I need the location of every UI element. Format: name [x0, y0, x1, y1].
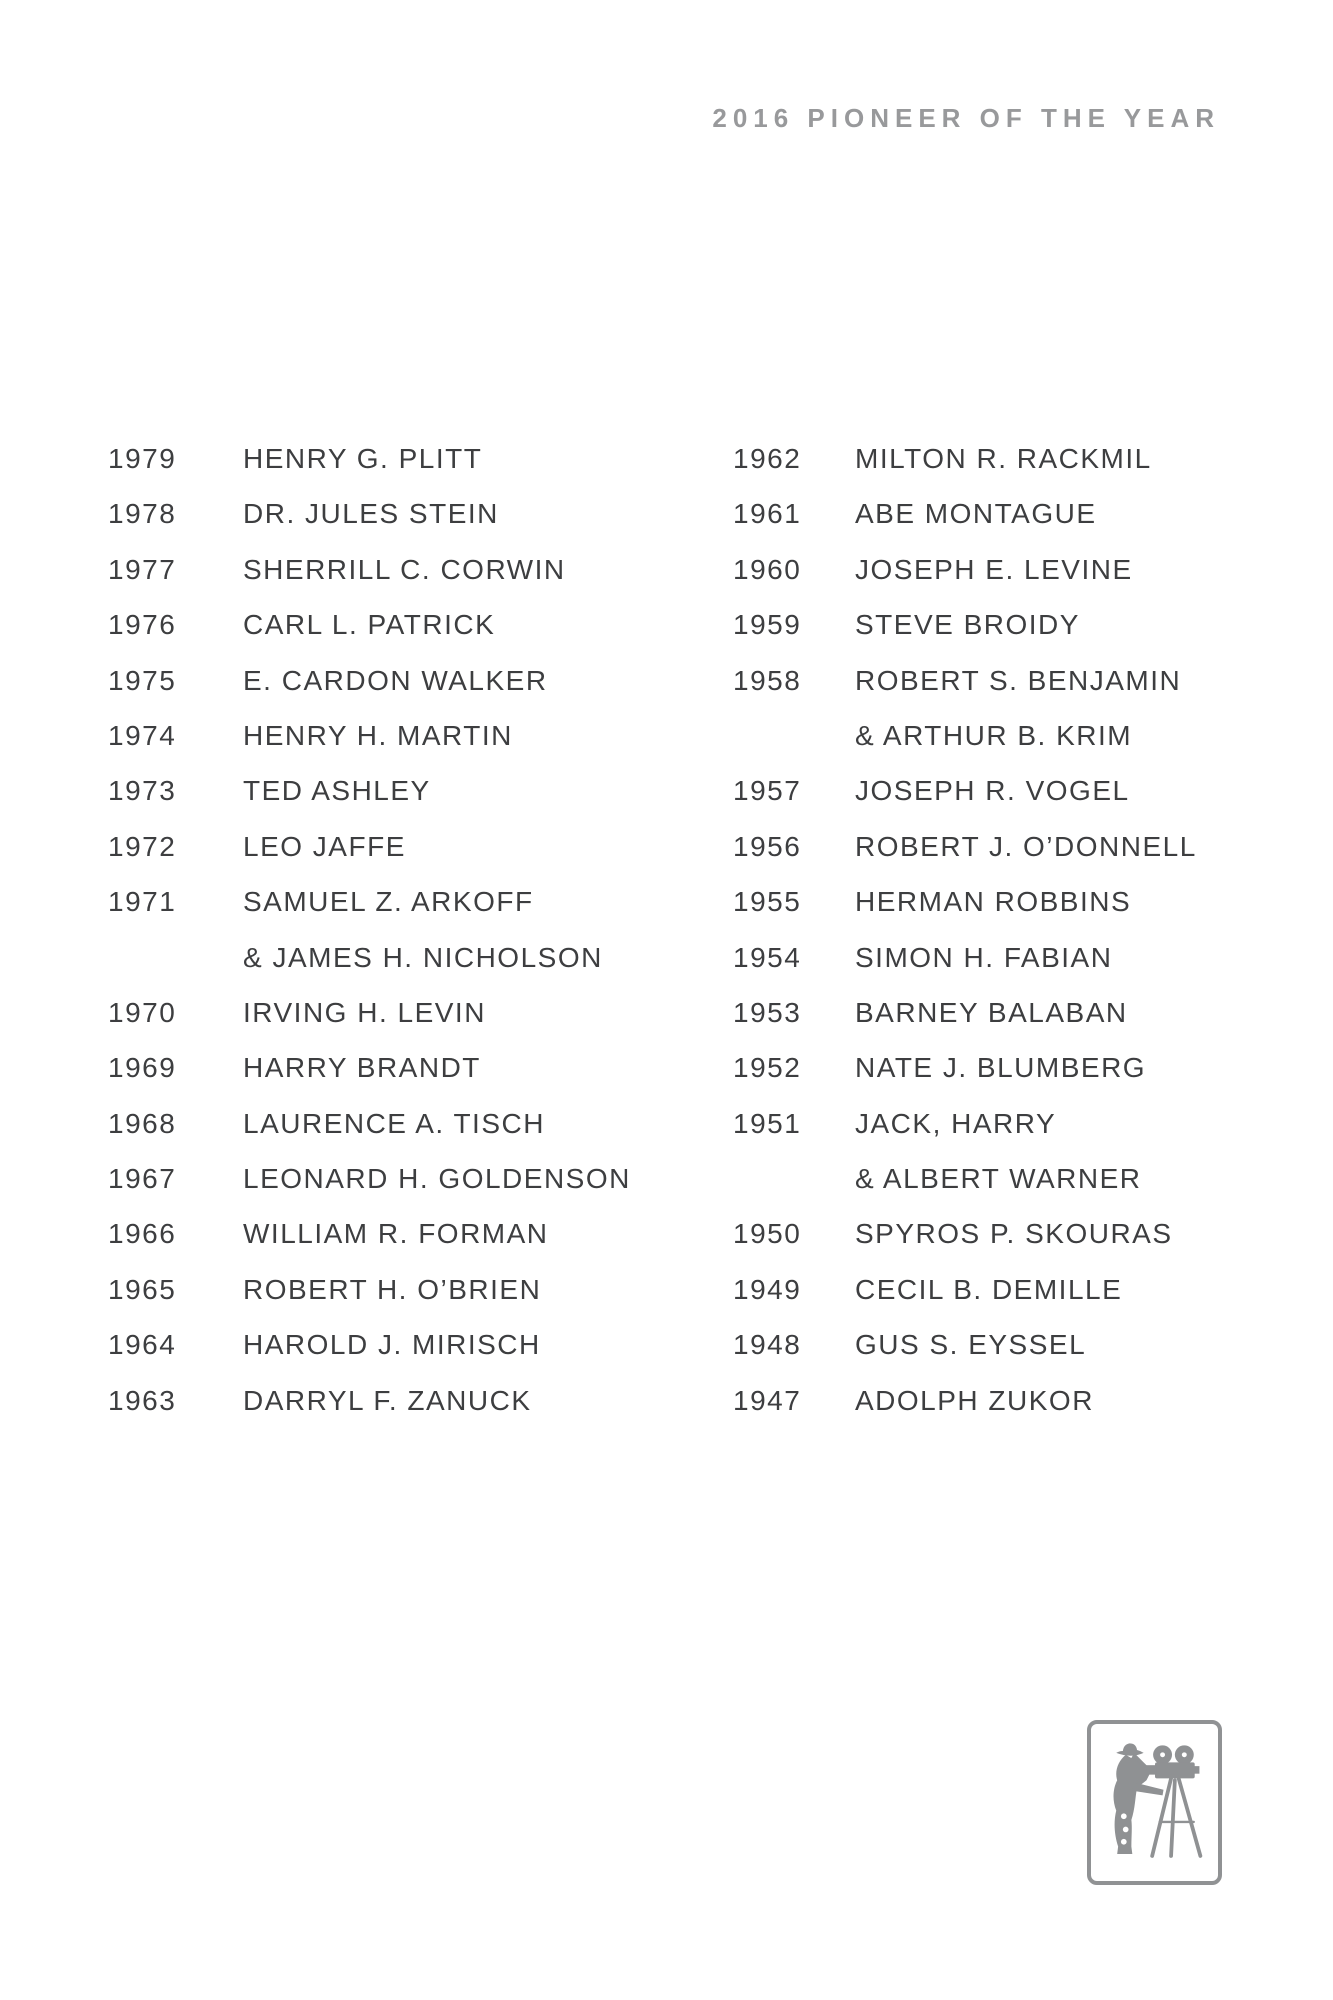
honoree-year: 1978 — [108, 498, 177, 530]
honoree-year: 1953 — [733, 996, 802, 1028]
honoree-row — [733, 609, 1197, 664]
honoree-year: 1967 — [108, 1163, 177, 1195]
honoree-year: 1950 — [733, 1218, 802, 1250]
honoree-year: 1979 — [108, 443, 177, 474]
honoree-year: 1960 — [733, 553, 802, 585]
honoree-year: 1974 — [108, 719, 177, 751]
honorees-column-left — [108, 443, 631, 1440]
honoree-name: LAURENCE A. TISCH — [243, 1107, 545, 1139]
honoree-name: CARL L. PATRICK — [243, 609, 496, 641]
motion-picture-pioneers-logo — [1087, 1720, 1222, 1885]
honoree-row — [108, 720, 631, 775]
honoree-name: HAROLD J. MIRISCH — [243, 1329, 541, 1361]
honoree-year: 1968 — [108, 1107, 177, 1139]
honoree-name: JOSEPH R. VOGEL — [855, 775, 1130, 807]
honoree-name: SPYROS P. SKOURAS — [855, 1218, 1173, 1250]
honoree-name: STEVE BROIDY — [855, 609, 1080, 641]
honoree-row — [733, 720, 1197, 775]
honoree-row — [733, 775, 1197, 830]
honoree-year: 1971 — [108, 886, 177, 918]
honoree-row — [733, 1218, 1197, 1273]
honoree-row — [733, 1385, 1197, 1440]
honoree-year: 1947 — [733, 1384, 802, 1416]
honoree-name: HENRY G. PLITT — [243, 443, 483, 474]
honoree-name: IRVING H. LEVIN — [243, 996, 486, 1028]
honoree-name: ROBERT J. O’DONNELL — [855, 830, 1197, 862]
honoree-name: E. CARDON WALKER — [243, 664, 548, 696]
honoree-name: DR. JULES STEIN — [243, 498, 499, 530]
honorees-column-right — [733, 443, 1197, 1440]
honoree-name: & ALBERT WARNER — [855, 1163, 1142, 1195]
honoree-name: BARNEY BALABAN — [855, 996, 1128, 1028]
honoree-row — [108, 609, 631, 664]
honoree-name: HERMAN ROBBINS — [855, 886, 1132, 918]
honoree-row — [733, 665, 1197, 720]
honoree-year: 1969 — [108, 1052, 177, 1084]
honoree-row — [108, 1274, 631, 1329]
honoree-row — [733, 1052, 1197, 1107]
honoree-name: LEO JAFFE — [243, 830, 406, 862]
honoree-name: CECIL B. DEMILLE — [855, 1273, 1123, 1305]
honoree-year: 1972 — [108, 830, 177, 862]
honoree-row — [108, 498, 631, 553]
honoree-row — [733, 831, 1197, 886]
honoree-row — [108, 1052, 631, 1107]
honoree-year: 1948 — [733, 1329, 802, 1361]
honoree-name: SIMON H. FABIAN — [855, 941, 1113, 973]
honoree-year: 1954 — [733, 941, 802, 973]
honoree-row — [108, 1163, 631, 1218]
honoree-row — [733, 554, 1197, 609]
honoree-year: 1958 — [733, 664, 802, 696]
honoree-name: SAMUEL Z. ARKOFF — [243, 886, 534, 918]
honoree-year: 1973 — [108, 775, 177, 807]
honoree-year: 1963 — [108, 1384, 177, 1416]
honoree-name: LEONARD H. GOLDENSON — [243, 1163, 631, 1195]
honoree-name: WILLIAM R. FORMAN — [243, 1218, 549, 1250]
honoree-name: NATE J. BLUMBERG — [855, 1052, 1147, 1084]
honoree-name: MILTON R. RACKMIL — [855, 443, 1152, 474]
honoree-year: 1970 — [108, 996, 177, 1028]
honoree-row — [108, 1108, 631, 1163]
honoree-year: 1964 — [108, 1329, 177, 1361]
honoree-year: 1955 — [733, 886, 802, 918]
honoree-year: 1956 — [733, 830, 802, 862]
honoree-name: GUS S. EYSSEL — [855, 1329, 1087, 1361]
honoree-row — [733, 942, 1197, 997]
honoree-row — [108, 1218, 631, 1273]
honoree-year: 1977 — [108, 553, 177, 585]
honoree-row — [733, 443, 1197, 498]
honoree-name: ADOLPH ZUKOR — [855, 1384, 1094, 1416]
honoree-name: DARRYL F. ZANUCK — [243, 1384, 532, 1416]
honoree-year: 1959 — [733, 609, 802, 641]
honoree-name: & ARTHUR B. KRIM — [855, 719, 1133, 751]
honoree-year: 1966 — [108, 1218, 177, 1250]
honoree-row — [108, 443, 631, 498]
honoree-name: JACK, HARRY — [855, 1107, 1057, 1139]
honoree-name: HENRY H. MARTIN — [243, 719, 513, 751]
honoree-year: 1952 — [733, 1052, 802, 1084]
cameraman-icon — [1103, 1737, 1207, 1869]
honoree-name: & JAMES H. NICHOLSON — [243, 941, 603, 973]
honoree-row — [108, 1385, 631, 1440]
honoree-row — [108, 997, 631, 1052]
honoree-row — [108, 665, 631, 720]
honoree-row — [733, 1108, 1197, 1163]
honoree-year: 1949 — [733, 1273, 802, 1305]
honoree-year: 1961 — [733, 498, 802, 530]
honoree-year: 1957 — [733, 775, 802, 807]
honoree-row — [733, 1163, 1197, 1218]
honoree-year: 1962 — [733, 443, 802, 474]
honoree-row — [733, 1329, 1197, 1384]
honoree-name: ABE MONTAGUE — [855, 498, 1097, 530]
honoree-year: 1975 — [108, 664, 177, 696]
honoree-name: JOSEPH E. LEVINE — [855, 553, 1133, 585]
honoree-row — [108, 775, 631, 830]
honoree-row — [733, 886, 1197, 941]
honoree-row — [108, 942, 631, 997]
honoree-row — [733, 498, 1197, 553]
honoree-row — [108, 886, 631, 941]
honoree-row — [108, 554, 631, 609]
honoree-year: 1965 — [108, 1273, 177, 1305]
honoree-row — [108, 1329, 631, 1384]
honoree-row — [733, 1274, 1197, 1329]
honoree-year: 1951 — [733, 1107, 802, 1139]
honoree-name: SHERRILL C. CORWIN — [243, 553, 566, 585]
honoree-name: ROBERT S. BENJAMIN — [855, 664, 1182, 696]
honoree-row — [108, 831, 631, 886]
honoree-name: ROBERT H. O’BRIEN — [243, 1273, 542, 1305]
page-title: 2016 PIONEER OF THE YEAR — [712, 103, 1220, 133]
honoree-year: 1976 — [108, 609, 177, 641]
honoree-name: HARRY BRANDT — [243, 1052, 481, 1084]
honoree-row — [733, 997, 1197, 1052]
honoree-name: TED ASHLEY — [243, 775, 431, 807]
